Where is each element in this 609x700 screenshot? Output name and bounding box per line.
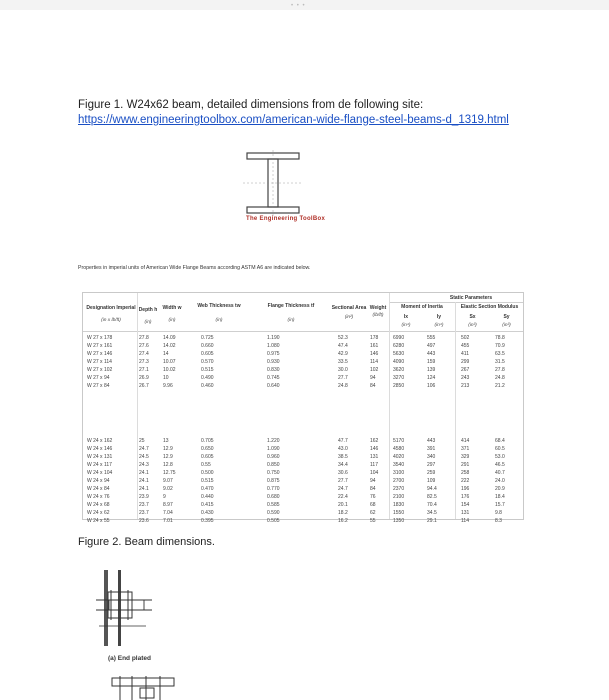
table-cell: W 24 x 76 bbox=[87, 494, 110, 500]
table-cell: 443 bbox=[427, 438, 436, 444]
table-cell: W 24 x 84 bbox=[87, 486, 110, 492]
table-cell: 555 bbox=[427, 335, 436, 341]
table-cell: 9.96 bbox=[163, 383, 173, 389]
table-cell: 33.5 bbox=[338, 359, 348, 365]
table-cell: 94 bbox=[370, 375, 376, 381]
table-cell: 76 bbox=[370, 494, 376, 500]
table-cell: 22.4 bbox=[338, 494, 348, 500]
table-cell: 114 bbox=[461, 518, 469, 524]
table-cell: 1830 bbox=[393, 502, 405, 508]
table-cell: 114 bbox=[370, 359, 378, 365]
table-cell: 31.5 bbox=[495, 359, 505, 365]
table-cell: 82.5 bbox=[427, 494, 437, 500]
table-cell: 131 bbox=[370, 454, 379, 460]
table-cell: 1.220 bbox=[267, 438, 280, 444]
table-cell: 27.4 bbox=[139, 351, 149, 357]
table-cell: 10.02 bbox=[163, 367, 176, 373]
table-cell: 2100 bbox=[393, 494, 405, 500]
table-cell: 455 bbox=[461, 343, 470, 349]
table-cell: 4020 bbox=[393, 454, 405, 460]
table-cell: 2700 bbox=[393, 478, 405, 484]
table-cell: 27.8 bbox=[495, 367, 505, 373]
table-cell: 24.8 bbox=[338, 383, 348, 389]
table-cell: 42.9 bbox=[338, 351, 348, 357]
table-cell: W 27 x 102 bbox=[87, 367, 113, 373]
table-cell: 0.850 bbox=[267, 462, 280, 468]
table-cell: 297 bbox=[427, 462, 436, 468]
table-cell: 24.7 bbox=[338, 486, 348, 492]
table-cell: W 24 x 55 bbox=[87, 518, 110, 524]
col-designation: Designation Imperial bbox=[86, 305, 136, 311]
table-cell: 23.7 bbox=[139, 502, 149, 508]
table-cell: 18.4 bbox=[495, 494, 505, 500]
table-cell: 109 bbox=[427, 478, 436, 484]
table-cell: 29.1 bbox=[427, 518, 437, 524]
table-cell: 1.080 bbox=[267, 343, 280, 349]
table-cell: 0.605 bbox=[201, 351, 214, 357]
table-cell: 0.750 bbox=[267, 470, 280, 476]
table-cell: 27.7 bbox=[338, 478, 348, 484]
page-handle[interactable]: • • • bbox=[291, 3, 306, 9]
table-cell: 0.745 bbox=[267, 375, 280, 381]
table-cell: 12.9 bbox=[163, 454, 173, 460]
table-cell: W 27 x 178 bbox=[87, 335, 113, 341]
table-cell: 391 bbox=[427, 446, 436, 452]
col-sx: Sx bbox=[469, 314, 476, 320]
table-cell: 162 bbox=[370, 438, 379, 444]
table-cell: 154 bbox=[461, 502, 470, 508]
table-cell: 34.4 bbox=[338, 462, 348, 468]
table-cell: 10 bbox=[163, 375, 169, 381]
table-cell: 106 bbox=[427, 383, 436, 389]
table-cell: 131 bbox=[461, 510, 470, 516]
table-cell: 52.3 bbox=[338, 335, 348, 341]
table-cell: 0.605 bbox=[201, 454, 214, 460]
table-cell: 0.770 bbox=[267, 486, 280, 492]
table-cell: 16.2 bbox=[338, 518, 348, 524]
table-cell: 27.8 bbox=[139, 335, 149, 341]
table-cell: 47.7 bbox=[338, 438, 348, 444]
table-cell: 0.640 bbox=[267, 383, 280, 389]
table-cell: 0.680 bbox=[267, 494, 280, 500]
table-cell: 5170 bbox=[393, 438, 405, 444]
table-cell: 14 bbox=[163, 351, 169, 357]
table-cell: 0.725 bbox=[201, 335, 214, 341]
source-link[interactable]: https://www.engineeringtoolbox.com/american-wide-flange-steel-beams-d_1319.html bbox=[78, 114, 509, 126]
table-cell: W 27 x 84 bbox=[87, 383, 110, 389]
table-cell: 0.930 bbox=[267, 359, 280, 365]
table-cell: 0.660 bbox=[201, 343, 214, 349]
beam-detail-drawing bbox=[110, 676, 180, 700]
table-cell: 9.07 bbox=[163, 478, 173, 484]
table-cell: 176 bbox=[461, 494, 470, 500]
table-cell: 117 bbox=[370, 462, 378, 468]
table-cell: 63.5 bbox=[495, 351, 505, 357]
table-cell: 26.9 bbox=[139, 375, 149, 381]
table-cell: 146 bbox=[370, 351, 379, 357]
table-cell: 411 bbox=[461, 351, 469, 357]
table-cell: 12.9 bbox=[163, 446, 173, 452]
table-cell: 0.650 bbox=[201, 446, 214, 452]
table-cell: 259 bbox=[427, 470, 436, 476]
table-cell: 68.4 bbox=[495, 438, 505, 444]
table-cell: 443 bbox=[427, 351, 436, 357]
table-cell: 12.75 bbox=[163, 470, 176, 476]
col-sectional-area: Sectional Area bbox=[331, 305, 367, 311]
col-weight: Weight bbox=[369, 305, 387, 311]
table-cell: 3620 bbox=[393, 367, 405, 373]
table-cell: 14.09 bbox=[163, 335, 176, 341]
engineering-toolbox-logo: The Engineering ToolBox bbox=[246, 216, 326, 222]
table-cell: W 24 x 68 bbox=[87, 502, 110, 508]
table-cell: 4580 bbox=[393, 446, 405, 452]
table-cell: 0.55 bbox=[201, 462, 211, 468]
table-cell: 23.7 bbox=[139, 510, 149, 516]
table-cell: 10.07 bbox=[163, 359, 176, 365]
table-cell: 502 bbox=[461, 335, 470, 341]
table-cell: 0.590 bbox=[267, 510, 280, 516]
table-cell: 340 bbox=[427, 454, 436, 460]
table-cell: 27.3 bbox=[139, 359, 149, 365]
col-ix: Ix bbox=[403, 314, 409, 320]
table-cell: 1.190 bbox=[267, 335, 280, 341]
table-cell: 53.0 bbox=[495, 454, 505, 460]
table-cell: 222 bbox=[461, 478, 470, 484]
table-cell: 0.875 bbox=[267, 478, 280, 484]
table-cell: 55 bbox=[370, 518, 376, 524]
table-cell: 43.0 bbox=[338, 446, 348, 452]
table-cell: 23.6 bbox=[139, 518, 149, 524]
table-cell: 329 bbox=[461, 454, 470, 460]
table-cell: 27.6 bbox=[139, 343, 149, 349]
table-cell: W 24 x 146 bbox=[87, 446, 113, 452]
table-cell: W 24 x 117 bbox=[87, 462, 112, 468]
table-cell: 27.7 bbox=[338, 375, 348, 381]
table-cell: 243 bbox=[461, 375, 470, 381]
table-cell: 24.7 bbox=[139, 446, 149, 452]
table-cell: 24.1 bbox=[139, 470, 149, 476]
table-cell: 40.7 bbox=[495, 470, 505, 476]
col-web-thickness: Web Thickness tw bbox=[197, 303, 241, 309]
table-cell: 178 bbox=[370, 335, 379, 341]
table-cell: 0.500 bbox=[201, 470, 214, 476]
table-cell: 12.8 bbox=[163, 462, 173, 468]
table-cell: 30.6 bbox=[338, 470, 348, 476]
table-cell: W 27 x 114 bbox=[87, 359, 112, 365]
table-cell: 34.5 bbox=[427, 510, 437, 516]
table-cell: 1550 bbox=[393, 510, 405, 516]
properties-note: Properties in imperial units of American Wide Flange Beams according ASTM A6 are indicated below. bbox=[78, 265, 311, 271]
table-cell: 0.395 bbox=[201, 518, 214, 524]
table-cell: 3100 bbox=[393, 470, 405, 476]
table-cell: 20.1 bbox=[338, 502, 348, 508]
figure2-caption: Figure 2. Beam dimensions. bbox=[78, 536, 215, 548]
col-iy: Iy bbox=[436, 314, 442, 320]
static-parameters-header: Static Parameters bbox=[449, 295, 493, 301]
table-cell: 0.975 bbox=[267, 351, 280, 357]
table-cell: 0.830 bbox=[267, 367, 280, 373]
table-cell: 3270 bbox=[393, 375, 405, 381]
table-cell: 25 bbox=[139, 438, 145, 444]
table-cell: 0.585 bbox=[267, 502, 280, 508]
table-cell: 84 bbox=[370, 486, 376, 492]
table-cell: 267 bbox=[461, 367, 470, 373]
table-cell: 21.2 bbox=[495, 383, 505, 389]
table-cell: W 27 x 146 bbox=[87, 351, 113, 357]
col-flange-thickness: Flange Thickness tf bbox=[267, 303, 315, 309]
table-cell: 3540 bbox=[393, 462, 405, 468]
table-cell: 497 bbox=[427, 343, 436, 349]
table-cell: W 24 x 94 bbox=[87, 478, 110, 484]
moment-of-inertia-header: Moment of Inertia bbox=[401, 304, 443, 310]
table-cell: 9 bbox=[163, 494, 166, 500]
table-cell: 104 bbox=[370, 470, 379, 476]
table-cell: 258 bbox=[461, 470, 470, 476]
table-cell: 70.4 bbox=[427, 502, 437, 508]
table-cell: 78.8 bbox=[495, 335, 505, 341]
table-cell: 0.430 bbox=[201, 510, 214, 516]
table-cell: 7.04 bbox=[163, 510, 173, 516]
table-cell: 213 bbox=[461, 383, 470, 389]
table-cell: 5630 bbox=[393, 351, 405, 357]
table-cell: 94.4 bbox=[427, 486, 437, 492]
table-cell: W 24 x 62 bbox=[87, 510, 110, 516]
table-cell: 13 bbox=[163, 438, 169, 444]
table-cell: 0.960 bbox=[267, 454, 280, 460]
table-cell: 2370 bbox=[393, 486, 405, 492]
table-cell: 0.490 bbox=[201, 375, 214, 381]
table-cell: 0.470 bbox=[201, 486, 214, 492]
table-cell: 26.7 bbox=[139, 383, 149, 389]
end-plated-caption: (a) End plated bbox=[108, 655, 151, 662]
col-depth: Depth h bbox=[138, 307, 158, 313]
table-cell: 102 bbox=[370, 367, 379, 373]
table-cell: 299 bbox=[461, 359, 470, 365]
figure1-caption: Figure 1. W24x62 beam, detailed dimensions from de following site: bbox=[78, 99, 424, 111]
table-cell: 68 bbox=[370, 502, 376, 508]
table-cell: 0.515 bbox=[201, 478, 214, 484]
i-beam-icon bbox=[243, 150, 303, 216]
table-cell: 18.2 bbox=[338, 510, 348, 516]
table-cell: 8.3 bbox=[495, 518, 502, 524]
table-cell: 94 bbox=[370, 478, 376, 484]
table-cell: 0.460 bbox=[201, 383, 214, 389]
table-cell: 0.515 bbox=[201, 367, 214, 373]
table-cell: 47.4 bbox=[338, 343, 348, 349]
table-cell: 0.440 bbox=[201, 494, 214, 500]
table-cell: 9.8 bbox=[495, 510, 502, 516]
table-cell: 414 bbox=[461, 438, 470, 444]
table-cell: 24.1 bbox=[139, 478, 149, 484]
table-cell: 24.3 bbox=[139, 462, 149, 468]
table-cell: 139 bbox=[427, 367, 436, 373]
table-cell: 38.5 bbox=[338, 454, 348, 460]
table-cell: 146 bbox=[370, 446, 379, 452]
table-cell: 15.7 bbox=[495, 502, 505, 508]
table-cell: 291 bbox=[461, 462, 470, 468]
table-cell: 196 bbox=[461, 486, 470, 492]
table-cell: 0.505 bbox=[267, 518, 280, 524]
table-cell: W 24 x 162 bbox=[87, 438, 113, 444]
table-cell: 24.0 bbox=[495, 478, 505, 484]
col-sy: Sy bbox=[503, 314, 510, 320]
table-cell: 1.090 bbox=[267, 446, 280, 452]
table-cell: 23.9 bbox=[139, 494, 149, 500]
table-cell: 0.415 bbox=[201, 502, 214, 508]
table-cell: 161 bbox=[370, 343, 379, 349]
table-cell: 46.5 bbox=[495, 462, 505, 468]
table-cell: 6280 bbox=[393, 343, 405, 349]
table-cell: 24.1 bbox=[139, 486, 149, 492]
table-cell: 20.9 bbox=[495, 486, 505, 492]
col-width: Width w bbox=[162, 305, 182, 311]
table-cell: 60.5 bbox=[495, 446, 505, 452]
table-cell: 1350 bbox=[393, 518, 405, 524]
table-cell: W 24 x 104 bbox=[87, 470, 113, 476]
beam-properties-table: Static Parameters Moment of Inertia Elastic Section Modulus Designation Imperial (in x lb/ft) Depth h (in) Width w (in) Web Thickness tw (in) Flange Thickness tf (in) Sectional Area (in²) Weight (lb/ft) Ix (in⁴) Iy (in⁴) Sx (in³) Sy (in³) W 27 x 178 27.8 14.09 0.725 1.190 52.3 178 6990 555 502 78.8 W 27 x 161 27.6 14.02 0.660 1.080 47.4 161 6280 497 455 70.9 W 27 x 146 27.4 14 0.605 0.975 42.9 146 5630 443 411 63.5 W 27 x 114 27.3 10.07 0.570 0.930 33.5 114 4090 159 299 31.5 W 27 x 102 27.1 10.02 0.515 0.830 30.0 102 3620 139 267 27.8 W 27 x 94 26.9 10 0.490 0.745 27.7 94 3270 124 243 24.8 W 27 x 84 26.7 9.96 0.460 0.640 24.8 84 2850 106 213 21.2 W 24 x 162 25 13 0.705 1.220 47.7 162 5170 443 414 68.4 W 24 x 146 24.7 12.9 0.650 1.090 43.0 146 4580 391 371 60.5 W 24 x 131 24.5 12.9 0.605 0.960 38.5 131 4020 340 329 53.0 W 24 x 117 24.3 12.8 0.55 0.850 34.4 117 3540 297 291 46.5 W 24 x 104 24.1 12.75 0.500 0.750 30.6 104 3100 259 258 40.7 W 24 x 94 24.1 9.07 0.515 0.875 27.7 94 2700 109 222 24.0 W 24 x 84 24.1 9.02 0.470 0.770 24.7 84 2370 94.4 196 20.9 W 24 x 76 23.9 9 0.440 0.680 22.4 76 2100 82.5 176 18.4 W 24 x 68 23.7 8.97 0.415 0.585 20.1 68 1830 70.4 154 15.7 W 24 x 62 23.7 7.04 0.430 0.590 18.2 62 1550 34.5 131 9.8 W 24 x 55 23.6 7.01 0.395 0.505 16.2 55 1350 29.1 114 8.3 bbox=[82, 292, 524, 520]
table-cell: 159 bbox=[427, 359, 436, 365]
table-cell: 124 bbox=[427, 375, 436, 381]
table-cell: 0.570 bbox=[201, 359, 214, 365]
table-cell: 8.97 bbox=[163, 502, 173, 508]
table-cell: W 27 x 161 bbox=[87, 343, 113, 349]
elastic-section-modulus-header: Elastic Section Modulus bbox=[460, 304, 519, 310]
table-cell: 27.1 bbox=[139, 367, 149, 373]
table-cell: 7.01 bbox=[163, 518, 173, 524]
table-cell: 24.5 bbox=[139, 454, 149, 460]
table-cell: W 27 x 94 bbox=[87, 375, 110, 381]
table-cell: W 24 x 131 bbox=[87, 454, 113, 460]
table-cell: 24.8 bbox=[495, 375, 505, 381]
end-plated-beam-drawing bbox=[96, 570, 156, 650]
table-cell: 371 bbox=[461, 446, 470, 452]
table-cell: 6990 bbox=[393, 335, 405, 341]
table-cell: 4090 bbox=[393, 359, 405, 365]
table-cell: 62 bbox=[370, 510, 376, 516]
table-cell: 14.02 bbox=[163, 343, 176, 349]
table-cell: 30.0 bbox=[338, 367, 348, 373]
table-cell: 70.9 bbox=[495, 343, 505, 349]
table-cell: 9.02 bbox=[163, 486, 173, 492]
table-cell: 0.705 bbox=[201, 438, 214, 444]
table-cell: 84 bbox=[370, 383, 376, 389]
table-cell: 2850 bbox=[393, 383, 405, 389]
